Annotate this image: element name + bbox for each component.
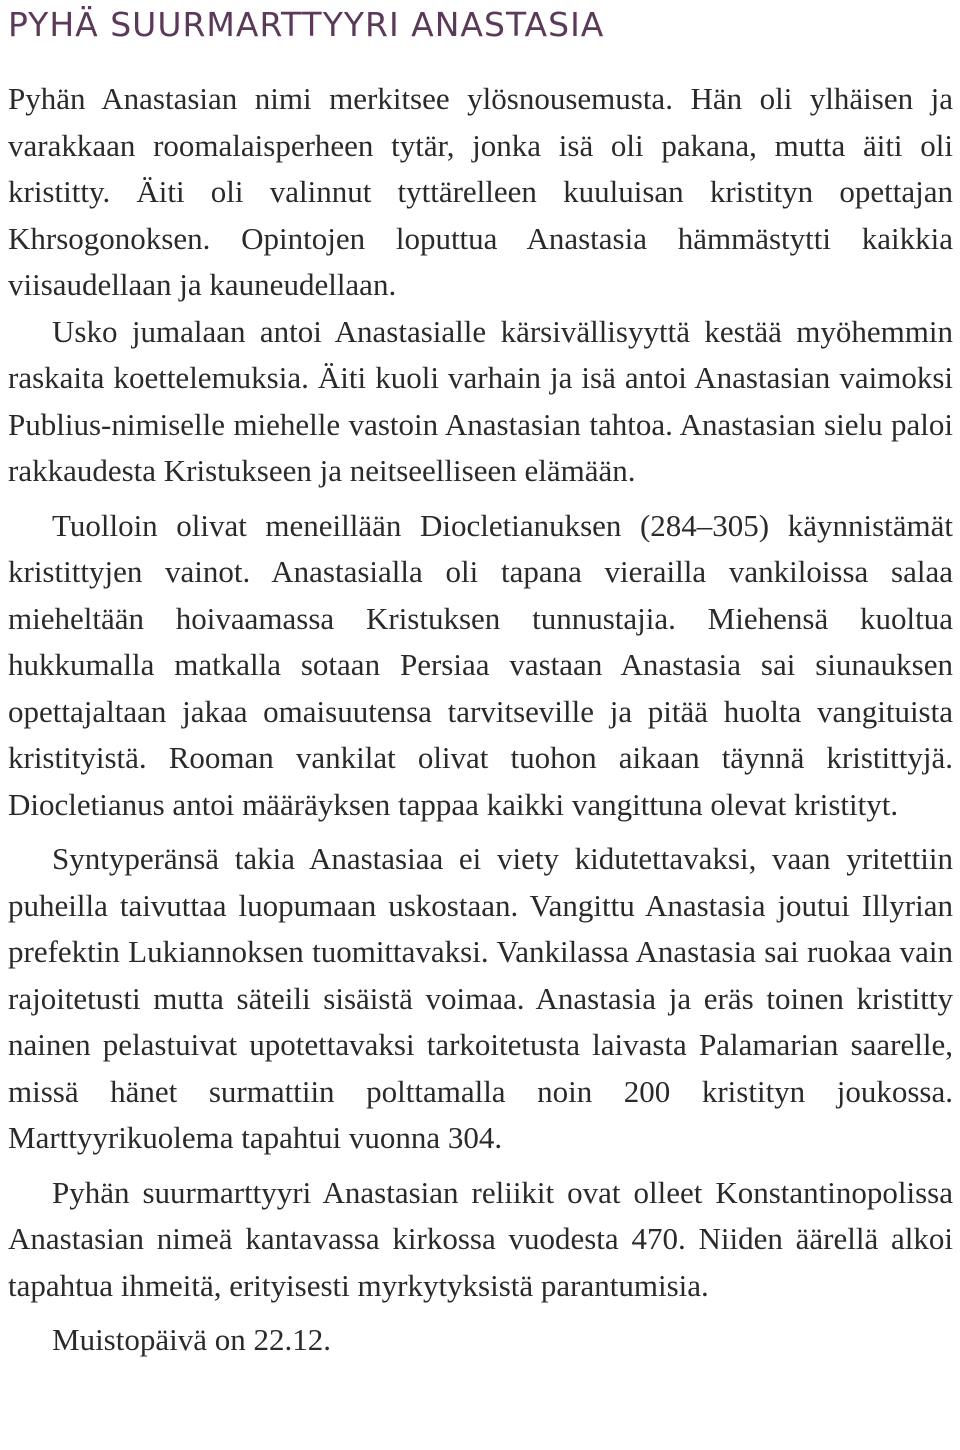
paragraph-persecution: Tuolloin olivat meneillään Diocletianuksen (284–305) käynnistämät kristittyjen vainot. Anastasialla oli tapana vierailla vankiloissa salaa mieheltään hoivaamassa Kristuksen tunnustajia. Miehensä kuoltua hukkumalla matkalla sotaan Persiaa vastaan Anastasia sai siunauksen opettajaltaan jakaa omaisuutensa tarvitseville ja pitää huolta vangituista kristityistä. Rooman vankilat olivat tuohon aikaan täynnä kristittyjä. Diocletianus antoi määräyksen tappaa kaikki vangittuna olevat kristityt. [8,507,953,822]
paragraph-feast-day: Muistopäivä on 22.12. [52,1322,331,1357]
paragraph-martyrdom: Syntyperänsä takia Anastasiaa ei viety kidutettavaksi, vaan yritettiin puheilla taivuttaa luopumaan uskostaan. Vangittu Anastasia joutui Illyrian prefektin Lukiannoksen tuomittavaksi. Vankilassa Anastasia sai ruokaa vain rajoitetusti mutta säteili sisäistä voimaa. Anastasia ja eräs toinen kristitty nainen pelastuivat upotettavaksi tarkoitetusta laivasta Palamarian saarelle, missä hänet surmattiin polttamalla noin 200 kristityn joukossa. Marttyyrikuolema tapahtui vuonna 304. [8,841,953,1155]
paragraph-faith: Usko jumalaan antoi Anastasialle kärsivällisyyttä kestää myöhemmin raskaita koettelemuksia. Äiti kuoli varhain ja isä antoi Anastasian vaimoksi Publius-nimiselle miehelle vastoin Anastasian tahtoa. Anastasian sielu paloi rakkaudesta Kristukseen ja neitseelliseen elämään. [8,313,953,488]
paragraph-intro: Pyhän Anastasian nimi merkitsee ylösnousemusta. Hän oli ylhäisen ja varakkaan roomalaisperheen tytär, jonka isä oli pakana, mutta äiti oli kristitty. Äiti oli valinnut tyttärelleen kuuluisan kristityn opettajan Khrsogonoksen. Opintojen loputtua Anastasia hämmästytti kaikkia viisaudellaan ja kauneudellaan. [8,81,953,302]
document-page [8,0,953,1364]
paragraph-relics: Pyhän suurmarttyyri Anastasian reliikit ovat olleet Konstantinopolissa Anastasian nimeä kantavassa kirkossa vuodesta 470. Niiden äärellä alkoi tapahtua ihmeitä, erityisesti myrkytyksistä parantumisia. [8,1174,953,1303]
page-title: PYHÄ SUURMARTTYYRI ANASTASIA [8,5,605,44]
